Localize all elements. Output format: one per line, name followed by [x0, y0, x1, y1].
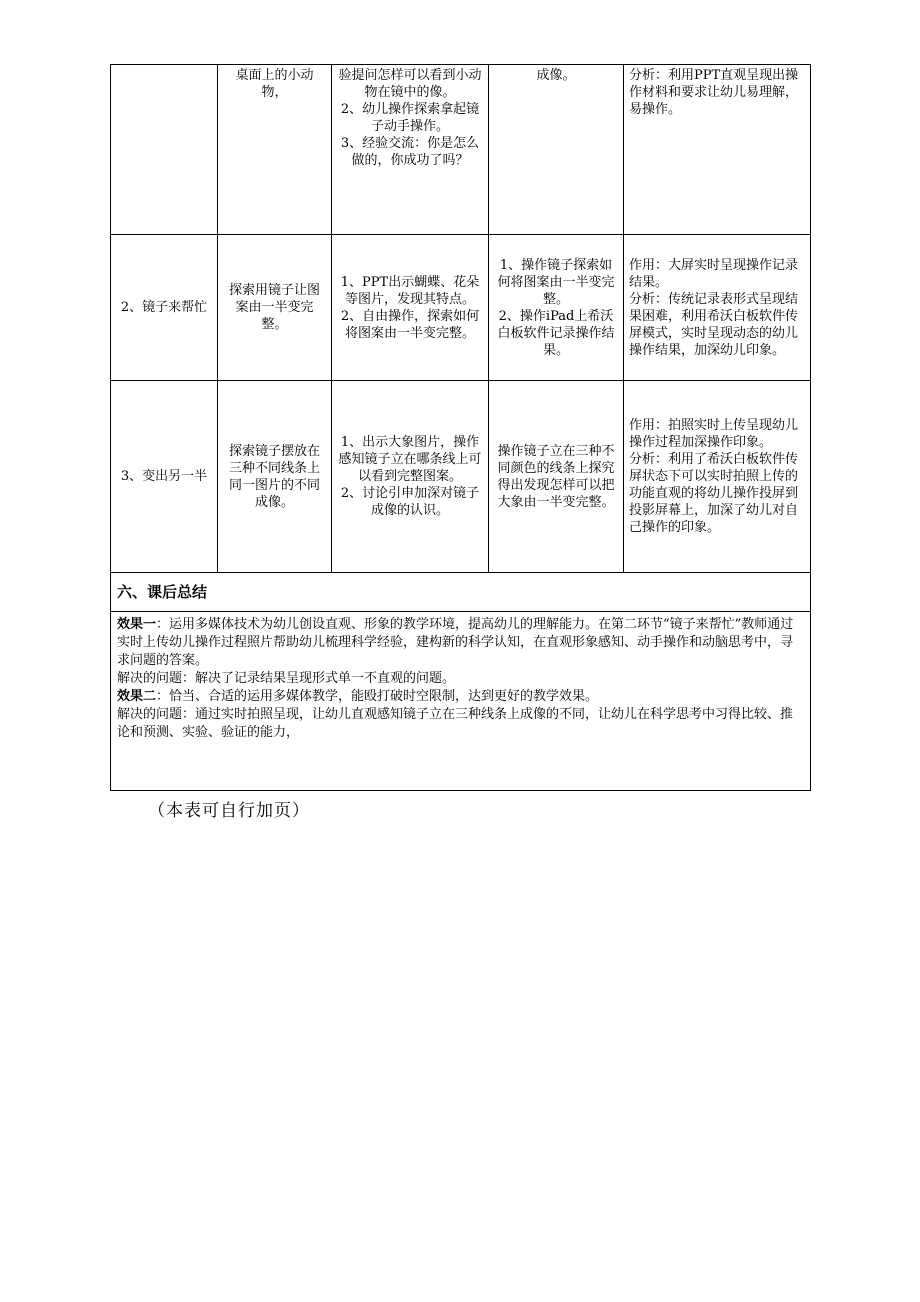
media-use-line: 分析：利用PPT直观呈现出操作材料和要求让幼儿易理解，易操作。: [629, 68, 799, 117]
effect-one-paragraph: [117, 616, 804, 670]
teacher-activity-line: 3、经验交流：你是怎么做的，你成功了吗？: [340, 136, 480, 168]
teacher-activity-line: 验提问怎样可以看到小动物在镜中的像。: [338, 68, 482, 100]
table-row: [111, 65, 811, 235]
teacher-activity-line: 2、自由操作，探索如何将图案由一半变完整。: [340, 308, 480, 341]
solved-problem-two: 解决的问题：通过实时拍照呈现，让幼儿直观感知镜子立在三种线条上成像的不同，让幼儿在科学思考中习得比较、推论和预测、实验、验证的能力，: [117, 707, 794, 740]
goal-cell: 探索用镜子让图案由一半变完整。: [218, 235, 332, 381]
media-use-cell: [624, 65, 811, 235]
child-activity-line: 操作镜子立在三种不同颜色的线条上探究得出发现怎样可以把大象由一半变完整。: [497, 443, 615, 510]
teacher-activity-cell: [332, 65, 489, 235]
goal-cell: 桌面上的小动物，: [218, 65, 332, 235]
teacher-activity-line: 2、幼儿操作探索拿起镜子动手操作。: [340, 102, 480, 134]
goal-cell: 探索镜子摆放在三种不同线条上同一图片的不同成像。: [218, 381, 332, 573]
footer-note: （本表可自行加页）: [148, 801, 310, 821]
step-cell: [111, 65, 218, 235]
media-use-line: 分析：传统记录表形式呈现结果困难，利用希沃白板软件传屏模式，实时呈现动态的幼儿操作结果，加深幼儿印象。: [629, 291, 799, 358]
step-cell: 3、变出另一半: [111, 381, 218, 573]
summary-heading-row: [111, 573, 811, 612]
section-heading: 六、课后总结: [111, 573, 811, 612]
table-row: [111, 381, 811, 573]
child-activity-line: 成像。: [536, 68, 576, 83]
effect-two-label: 效果二: [117, 689, 157, 704]
media-use-line: 作用：拍照实时上传呈现幼儿操作过程加深操作印象。: [629, 418, 799, 450]
effect-two-text: ：恰当、合适的运用多媒体教学，能殴打破时空限制，达到更好的教学效果。: [156, 689, 599, 704]
child-activity-cell: [489, 235, 624, 381]
effect-one-text: ：运用多媒体技术为幼儿创设直观、形象的教学环境，提高幼儿的理解能力。在第二环节“镜子来帮忙”教师通过实时上传幼儿操作过程照片帮助幼儿梳理科学经验，建构新的科学认知，在直观形象感知、动手操作和动脑思考中，寻求问题的答案。: [117, 617, 794, 668]
effect-two-paragraph: [117, 688, 804, 706]
child-activity-cell: [489, 381, 624, 573]
teacher-activity-cell: [332, 235, 489, 381]
child-activity-line: 1、操作镜子探索如何将图案由一半变完整。: [497, 257, 615, 307]
media-use-cell: [624, 381, 811, 573]
media-use-cell: [624, 235, 811, 381]
step-cell: 2、镜子来帮忙: [111, 235, 218, 381]
teacher-activity-line: 1、出示大象图片，操作感知镜子立在哪条线上可以看到完整图案。: [338, 435, 482, 484]
table-row: [111, 235, 811, 381]
lesson-plan-table: [110, 64, 811, 791]
teacher-activity-cell: [332, 381, 489, 573]
summary-body: [111, 612, 811, 791]
child-activity-line: 2、操作iPad上希沃白板软件记录操作结果。: [497, 308, 615, 358]
media-use-line: 作用：大屏实时呈现操作记录结果。: [629, 257, 799, 290]
effect-one-label: 效果一: [117, 617, 157, 632]
teacher-activity-line: 2、讨论引申加深对镜子成像的认识。: [340, 486, 480, 518]
child-activity-cell: [489, 65, 624, 235]
media-use-line: 分析：利用了希沃白板软件传屏状态下可以实时拍照上传的功能直观的将幼儿操作投屏到投影屏幕上，加深了幼儿对自己操作的印象。: [629, 452, 799, 535]
teacher-activity-line: 1、PPT出示蝴蝶、花朵等图片，发现其特点。: [340, 274, 480, 307]
summary-row: [111, 612, 811, 791]
solved-problem-one: 解决的问题：解决了记录结果呈现形式单一不直观的问题。: [117, 671, 456, 686]
